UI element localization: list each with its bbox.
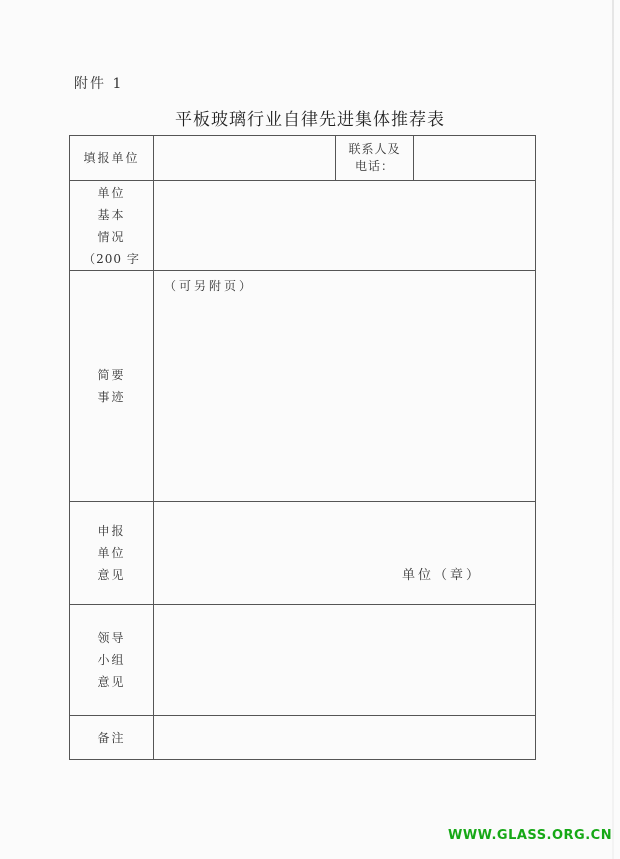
opinion-line: 意见: [97, 568, 126, 582]
opinion-field[interactable]: [154, 502, 536, 605]
unit-row: [70, 136, 536, 181]
opinion-line: 申报: [97, 524, 126, 538]
deeds-hint: （可另附页）: [164, 279, 255, 293]
group-label: [70, 605, 154, 716]
remarks-label: 备注: [70, 716, 154, 760]
unit-label: 填报单位: [70, 136, 154, 181]
group-line: 小组: [97, 653, 126, 667]
remarks-field[interactable]: [154, 716, 536, 760]
deeds-row: [70, 271, 536, 502]
group-line: 意见: [97, 675, 126, 689]
recommendation-form: [69, 135, 536, 760]
opinion-label: [70, 502, 154, 605]
attachment-label: 附件 1: [74, 76, 124, 92]
deeds-label: [70, 271, 154, 502]
stamp-label: 单位（章）: [402, 568, 483, 583]
form-title: 平板玻璃行业自律先进集体推荐表: [175, 110, 445, 130]
basic-info-line: （200 字: [83, 251, 140, 266]
group-row: [70, 605, 536, 716]
remarks-row: [70, 716, 536, 760]
opinion-row: [70, 502, 536, 605]
contact-label-line2: 电话：: [354, 159, 394, 173]
group-line: 领导: [97, 631, 126, 645]
basic-info-line: 情况: [97, 229, 126, 244]
contact-field[interactable]: [414, 136, 536, 181]
contact-label-line1: 联系人及: [348, 142, 401, 156]
contact-label: [336, 136, 414, 181]
unit-field[interactable]: [154, 136, 336, 181]
opinion-line: 单位: [97, 546, 126, 560]
deeds-line: 简要: [97, 368, 126, 382]
basic-info-label: [70, 181, 154, 271]
group-field[interactable]: [154, 605, 536, 716]
basic-info-row: [70, 181, 536, 271]
basic-info-line: 单位: [97, 185, 126, 200]
basic-info-field[interactable]: [154, 181, 536, 271]
deeds-line: 事迹: [97, 390, 126, 404]
site-watermark: WWW.GLASS.ORG.CN: [448, 828, 613, 843]
basic-info-line: 基本: [97, 207, 126, 222]
deeds-field[interactable]: [154, 271, 536, 502]
